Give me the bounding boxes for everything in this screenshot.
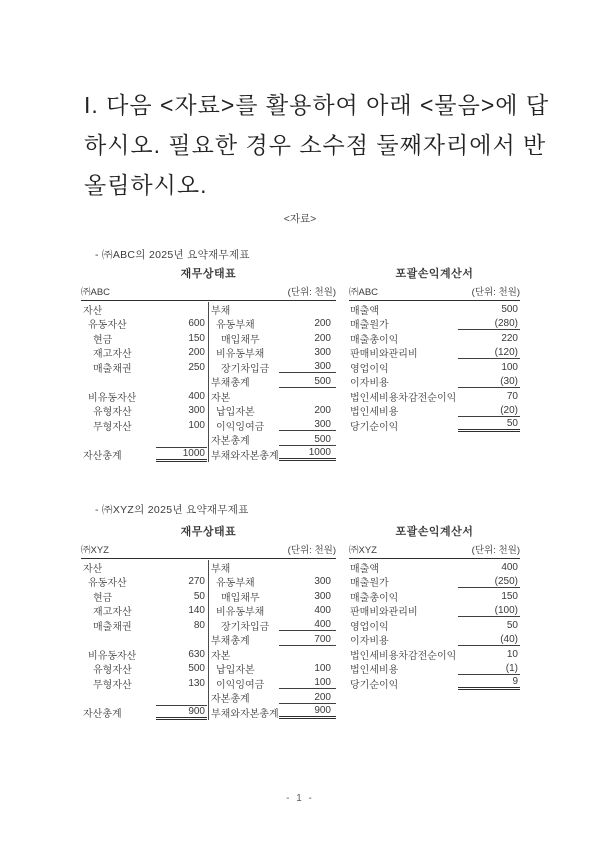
account-value: 500	[279, 376, 336, 388]
income-statement-xyz	[349, 525, 520, 691]
account-value: 400	[501, 561, 518, 573]
account-label: 이익잉여금	[216, 679, 265, 691]
table-row	[81, 404, 208, 419]
account-label: 법인세비용차감전순이익	[350, 650, 457, 662]
account-label: 당기순이익	[350, 679, 399, 691]
account-value: 300	[188, 405, 205, 417]
assets-column	[81, 560, 209, 720]
account-value: 100	[501, 361, 518, 373]
unit-label: (단위: 천원)	[471, 287, 520, 298]
table-row	[209, 647, 336, 662]
balance-sheet-body	[81, 302, 336, 462]
table-row	[349, 647, 520, 662]
account-value: 50	[458, 418, 520, 432]
account-label: 무형자산	[93, 679, 132, 691]
table-row	[209, 633, 336, 648]
table-row	[81, 433, 208, 448]
account-label: 유형자산	[93, 665, 132, 677]
account-value: 300	[314, 576, 331, 588]
table-row	[349, 618, 520, 633]
account-label: 매출총이익	[350, 334, 399, 346]
account-label: 법인세비용차감전순이익	[350, 392, 457, 404]
account-value: (30)	[458, 376, 520, 388]
table-row	[81, 633, 208, 648]
account-label: 부채	[211, 305, 231, 317]
data-label: <자료>	[283, 213, 317, 225]
account-label: 판매비와관리비	[350, 607, 418, 619]
account-value: 400	[314, 605, 331, 617]
account-label: 비유동자산	[88, 392, 137, 404]
account-value: 50	[506, 619, 518, 631]
account-value: 500	[501, 303, 518, 315]
table-row	[81, 676, 208, 691]
account-label: 매출원가	[350, 320, 389, 332]
table-row	[209, 360, 336, 375]
account-value: 200	[314, 405, 331, 417]
account-label: 납입자본	[216, 407, 255, 419]
income-statement-body	[349, 302, 520, 433]
account-label: 자본	[211, 650, 231, 662]
account-label: 자산	[83, 563, 103, 575]
account-value: 50	[193, 590, 205, 602]
account-value: 300	[279, 419, 336, 431]
table-row	[349, 346, 520, 361]
table-title: 재무상태표	[180, 526, 237, 538]
account-value: 900	[279, 705, 336, 719]
balance-sheet-xyz	[81, 525, 336, 720]
table-row	[349, 560, 520, 575]
account-label: 비유동부채	[216, 607, 265, 619]
account-value: 200	[279, 692, 336, 704]
account-value: 200	[188, 347, 205, 359]
table-row	[349, 633, 520, 648]
table-row	[349, 360, 520, 375]
account-label: 매출채권	[93, 363, 132, 375]
account-value: (1)	[458, 663, 520, 675]
account-value: (280)	[458, 318, 520, 330]
account-label: 유동자산	[88, 578, 127, 590]
income-statement-body	[349, 560, 520, 691]
account-label: 이익잉여금	[216, 421, 265, 433]
table-row	[349, 331, 520, 346]
account-label: 자산총계	[83, 450, 122, 462]
account-value: 10	[506, 648, 518, 660]
bullet-xyz-financial-statements: - ㈜XYZ의 2025년 요약재무제표	[95, 504, 249, 516]
balance-sheet-abc	[81, 267, 336, 462]
account-value: 100	[188, 419, 205, 431]
account-label: 부채총계	[211, 378, 250, 390]
account-value: 630	[188, 648, 205, 660]
table-row	[209, 302, 336, 317]
table-row	[209, 317, 336, 332]
account-value: (40)	[458, 634, 520, 646]
table-title: 포괄손익계산서	[395, 526, 474, 538]
table-row	[81, 589, 208, 604]
account-label: 매출채권	[93, 621, 132, 633]
balance-sheet-body	[81, 560, 336, 720]
account-value: (100)	[458, 605, 520, 617]
account-value: 300	[314, 590, 331, 602]
table-row	[209, 662, 336, 677]
heading-line-2: 하시오. 필요한 경우 소수점 둘째자리에서 반	[84, 132, 547, 158]
table-row	[209, 346, 336, 361]
table-row	[349, 676, 520, 691]
account-value: 700	[279, 634, 336, 646]
liabilities-equity-column	[209, 302, 336, 462]
table-row	[209, 705, 336, 720]
table-row	[81, 302, 208, 317]
table-row	[81, 331, 208, 346]
account-value: 100	[279, 677, 336, 689]
table-row	[81, 375, 208, 390]
account-value: (120)	[458, 347, 520, 359]
table-row	[209, 575, 336, 590]
table-header	[81, 542, 336, 559]
unit-label: (단위: 천원)	[287, 287, 336, 298]
account-label: 매출총이익	[350, 592, 399, 604]
account-value: 1000	[279, 447, 336, 461]
table-row	[349, 375, 520, 390]
company-name: ㈜XYZ	[349, 545, 377, 556]
assets-column	[81, 302, 209, 462]
table-row	[209, 331, 336, 346]
table-row	[81, 691, 208, 706]
account-label: 자산총계	[83, 708, 122, 720]
table-row	[81, 604, 208, 619]
table-row	[349, 317, 520, 332]
account-label: 비유동부채	[216, 349, 265, 361]
table-row	[209, 389, 336, 404]
account-label: 재고자산	[93, 607, 132, 619]
account-value: 300	[314, 347, 331, 359]
heading-line-1: I. 다음 <자료>를 활용하여 아래 <물음>에 답	[84, 92, 550, 118]
table-row	[209, 589, 336, 604]
account-label: 자본총계	[211, 694, 250, 706]
table-row	[81, 705, 208, 720]
table-row	[81, 346, 208, 361]
account-value: 400	[279, 619, 336, 631]
account-value: 270	[188, 576, 205, 588]
account-label: 이자비용	[350, 378, 389, 390]
account-value: 1000	[156, 447, 207, 462]
account-label: 재고자산	[93, 349, 132, 361]
table-row	[81, 575, 208, 590]
account-label: 유동부채	[216, 320, 255, 332]
account-value: 250	[188, 361, 205, 373]
account-value: 150	[501, 590, 518, 602]
account-value: (250)	[458, 576, 520, 588]
table-row	[81, 618, 208, 633]
table-row	[81, 647, 208, 662]
account-value: 900	[156, 705, 207, 720]
account-label: 현금	[93, 592, 113, 604]
account-label: 이자비용	[350, 636, 389, 648]
table-row	[81, 560, 208, 575]
account-label: 매입채무	[221, 592, 260, 604]
account-label: 부채와자본총계	[211, 708, 279, 720]
account-label: 무형자산	[93, 421, 132, 433]
account-label: 납입자본	[216, 665, 255, 677]
account-label: 유동자산	[88, 320, 127, 332]
company-name: ㈜ABC	[81, 287, 111, 298]
question-heading	[84, 85, 550, 205]
account-value: (20)	[458, 405, 520, 417]
table-row	[81, 418, 208, 433]
table-row	[209, 404, 336, 419]
account-label: 장기차입금	[221, 621, 270, 633]
account-label: 자본	[211, 392, 231, 404]
account-label: 매출액	[350, 563, 379, 575]
account-value: 600	[188, 318, 205, 330]
account-value: 200	[314, 318, 331, 330]
account-label: 자본총계	[211, 436, 250, 448]
table-title: 재무상태표	[180, 268, 237, 280]
account-label: 당기순이익	[350, 421, 399, 433]
account-label: 영업이익	[350, 363, 389, 375]
table-row	[209, 418, 336, 433]
table-header	[349, 284, 520, 301]
table-row	[349, 302, 520, 317]
account-value: 100	[314, 663, 331, 675]
table-row	[349, 418, 520, 433]
account-value: 500	[279, 434, 336, 446]
table-row	[209, 691, 336, 706]
account-label: 판매비와관리비	[350, 349, 418, 361]
account-value: 140	[188, 605, 205, 617]
table-row	[349, 575, 520, 590]
table-row	[81, 360, 208, 375]
table-row	[81, 317, 208, 332]
table-header	[81, 284, 336, 301]
unit-label: (단위: 천원)	[287, 545, 336, 556]
table-row	[209, 375, 336, 390]
account-label: 법인세비용	[350, 407, 399, 419]
table-row	[209, 618, 336, 633]
account-label: 부채	[211, 563, 231, 575]
income-statement-abc	[349, 267, 520, 433]
account-label: 부채와자본총계	[211, 450, 279, 462]
account-value: 500	[188, 663, 205, 675]
unit-label: (단위: 천원)	[471, 545, 520, 556]
account-label: 현금	[93, 334, 113, 346]
table-row	[349, 389, 520, 404]
account-value: 9	[458, 676, 520, 690]
account-label: 매입채무	[221, 334, 260, 346]
table-row	[209, 560, 336, 575]
account-value: 220	[501, 332, 518, 344]
account-label: 자산	[83, 305, 103, 317]
liabilities-equity-column	[209, 560, 336, 720]
table-row	[209, 447, 336, 462]
table-row	[209, 433, 336, 448]
table-row	[81, 447, 208, 462]
account-value: 150	[188, 332, 205, 344]
account-label: 유동부채	[216, 578, 255, 590]
company-name: ㈜XYZ	[81, 545, 109, 556]
table-row	[81, 662, 208, 677]
account-label: 법인세비용	[350, 665, 399, 677]
page-number: - 1 -	[286, 793, 314, 804]
account-value: 130	[188, 677, 205, 689]
company-name: ㈜ABC	[349, 287, 379, 298]
account-label: 영업이익	[350, 621, 389, 633]
table-row	[209, 604, 336, 619]
table-row	[209, 676, 336, 691]
account-label: 부채총계	[211, 636, 250, 648]
table-row	[349, 404, 520, 419]
account-value: 70	[506, 390, 518, 402]
bullet-abc-financial-statements: - ㈜ABC의 2025년 요약재무제표	[95, 249, 250, 261]
table-row	[349, 589, 520, 604]
account-value: 200	[314, 332, 331, 344]
account-label: 매출액	[350, 305, 379, 317]
account-label: 유형자산	[93, 407, 132, 419]
account-label: 장기차입금	[221, 363, 270, 375]
account-value: 400	[188, 390, 205, 402]
account-value: 80	[193, 619, 205, 631]
account-label: 매출원가	[350, 578, 389, 590]
table-header	[349, 542, 520, 559]
account-label: 비유동자산	[88, 650, 137, 662]
table-row	[349, 604, 520, 619]
table-title: 포괄손익계산서	[395, 268, 474, 280]
table-row	[81, 389, 208, 404]
account-value: 300	[279, 361, 336, 373]
table-row	[349, 662, 520, 677]
heading-line-3: 올림하시오.	[84, 172, 208, 198]
